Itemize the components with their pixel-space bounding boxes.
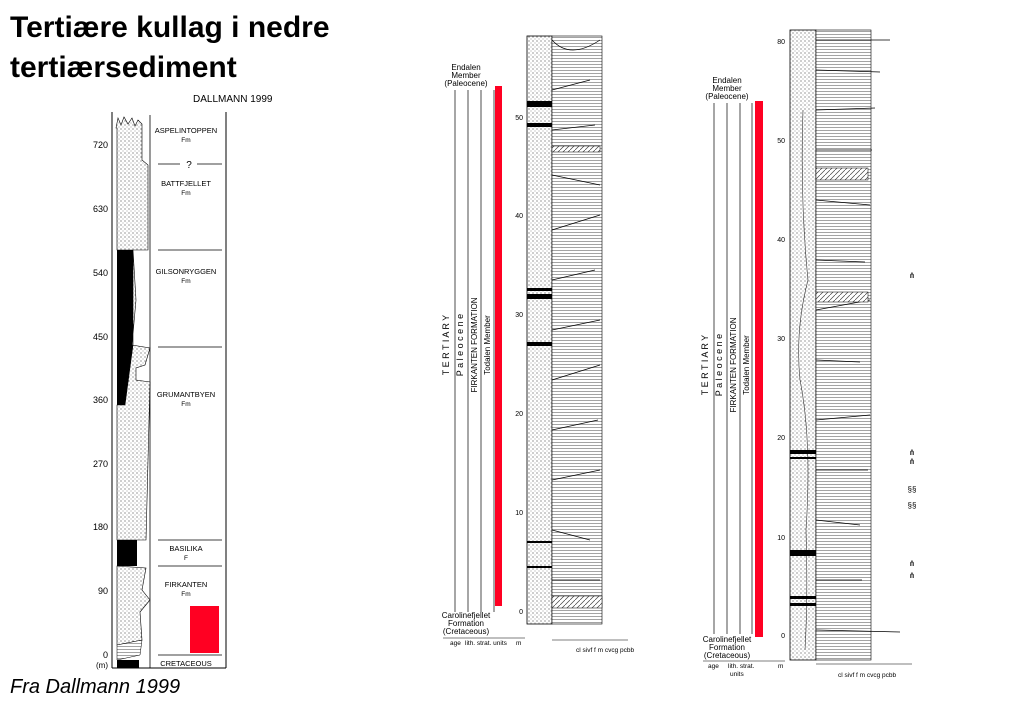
- svg-text:§§: §§: [907, 501, 917, 510]
- svg-text:720: 720: [92, 140, 108, 150]
- log1-highlight-bar: [495, 86, 502, 606]
- svg-text:Fm: Fm: [181, 190, 191, 197]
- svg-text:Endalen: Endalen: [451, 63, 481, 72]
- uncertain-boundary-mark: ?: [186, 160, 192, 171]
- svg-text:(Paleocene): (Paleocene): [705, 92, 749, 101]
- svg-text:Fm: Fm: [181, 401, 191, 408]
- svg-text:50: 50: [777, 138, 785, 145]
- svg-text:cl sivf f m cvcg pcbb: cl sivf f m cvcg pcbb: [576, 647, 635, 654]
- formation-battfjellet: BATTFJELLET: [161, 179, 211, 188]
- svg-text:20: 20: [515, 411, 523, 418]
- svg-text:Todalen Member: Todalen Member: [742, 335, 751, 395]
- dallmann-ticks: [93, 140, 108, 670]
- svg-text:Fm: Fm: [181, 591, 191, 598]
- log1-section: [441, 36, 635, 654]
- dallmann-formation-labels: [155, 126, 217, 668]
- basilika-lithology: [117, 540, 137, 566]
- svg-text:540: 540: [92, 268, 108, 278]
- svg-text:Fm: Fm: [181, 137, 191, 144]
- svg-text:30: 30: [515, 312, 523, 319]
- svg-text:50: 50: [515, 115, 523, 122]
- log2-age-label: T E R T I A R Y: [700, 334, 710, 396]
- svg-text:Todalen Member: Todalen Member: [483, 315, 492, 375]
- svg-text:age: age: [708, 663, 719, 670]
- svg-text:80: 80: [777, 39, 785, 46]
- svg-text:(m): (m): [96, 661, 108, 670]
- log1-ticks: [515, 115, 523, 616]
- svg-text:270: 270: [92, 459, 108, 469]
- svg-text:90: 90: [97, 586, 108, 596]
- svg-text:F: F: [184, 555, 188, 562]
- svg-text:m: m: [516, 640, 522, 647]
- firkanten-lithology: [117, 566, 150, 645]
- log2-highlight-bar: [755, 101, 763, 637]
- formation-grumantbyen: GRUMANTBYEN: [156, 390, 216, 399]
- formation-cretaceous: CRETACEOUS: [160, 659, 212, 668]
- svg-text:Member: Member: [712, 84, 742, 93]
- svg-text:⋔: ⋔: [908, 271, 916, 280]
- formation-basilika: BASILIKA: [169, 544, 203, 553]
- svg-text:§§: §§: [907, 485, 917, 494]
- source-caption: Fra Dallmann 1999: [10, 676, 181, 698]
- svg-text:FIRKANTEN FORMATION: FIRKANTEN FORMATION: [470, 297, 479, 393]
- dallmann-section: [93, 94, 273, 670]
- formation-aspelintoppen: ASPELINTOPPEN: [154, 126, 218, 135]
- svg-text:30: 30: [777, 336, 785, 343]
- svg-text:m: m: [778, 663, 784, 670]
- svg-text:lith. strat. units: lith. strat. units: [465, 640, 507, 647]
- log1-age-label: T E R T I A R Y: [441, 314, 451, 376]
- svg-text:lith. strat.: lith. strat.: [728, 663, 755, 670]
- svg-text:0: 0: [781, 633, 785, 640]
- svg-text:180: 180: [92, 522, 108, 532]
- log2-side-symbols: [908, 271, 917, 580]
- svg-text:40: 40: [777, 237, 785, 244]
- slide-title: Tertiære kullag i nedre tertiærsediment: [10, 11, 330, 84]
- svg-text:units: units: [730, 671, 744, 678]
- svg-text:0: 0: [519, 609, 523, 616]
- formation-firkanten: FIRKANTEN: [164, 580, 208, 589]
- svg-text:⋔: ⋔: [908, 457, 916, 466]
- aspelintoppen-battfjellet-lithology: [116, 117, 148, 250]
- highlight-coal-interval: [190, 606, 219, 653]
- svg-text:360: 360: [92, 395, 108, 405]
- svg-text:450: 450: [92, 332, 108, 342]
- svg-text:⋔: ⋔: [908, 571, 916, 580]
- svg-text:Endalen: Endalen: [712, 76, 742, 85]
- svg-text:P a l e o c e n e: P a l e o c e n e: [455, 313, 465, 377]
- svg-text:FIRKANTEN FORMATION: FIRKANTEN FORMATION: [729, 317, 738, 413]
- svg-text:Carolinefjellet: Carolinefjellet: [702, 635, 752, 644]
- svg-text:20: 20: [777, 435, 785, 442]
- svg-text:(Cretaceous): (Cretaceous): [703, 651, 751, 660]
- svg-text:(Paleocene): (Paleocene): [444, 79, 488, 88]
- log2-section: [700, 30, 916, 679]
- svg-text:40: 40: [515, 213, 523, 220]
- svg-text:cl sivf f m cvcg pcbb: cl sivf f m cvcg pcbb: [838, 672, 897, 679]
- svg-text:Formation: Formation: [708, 643, 746, 652]
- svg-text:P a l e o c e n e: P a l e o c e n e: [714, 333, 724, 397]
- svg-text:10: 10: [515, 510, 523, 517]
- svg-text:⋔: ⋔: [908, 559, 916, 568]
- log2-grain-column: [816, 30, 871, 660]
- dallmann-heading: DALLMANN 1999: [193, 94, 273, 105]
- gilsonryggen-coal-shale: [117, 250, 133, 345]
- svg-text:(Cretaceous): (Cretaceous): [442, 627, 490, 636]
- svg-text:Member: Member: [451, 71, 481, 80]
- svg-text:Fm: Fm: [181, 278, 191, 285]
- svg-text:10: 10: [777, 535, 785, 542]
- formation-gilsonryggen: GILSONRYGGEN: [155, 267, 217, 276]
- svg-text:Carolinefjellet: Carolinefjellet: [441, 611, 491, 620]
- cretaceous-lithology: [117, 660, 139, 668]
- svg-text:age: age: [450, 640, 461, 647]
- svg-text:⋔: ⋔: [908, 448, 916, 457]
- svg-text:0: 0: [102, 650, 108, 660]
- svg-text:630: 630: [92, 204, 108, 214]
- log1-grain-column: [552, 36, 602, 624]
- log2-ticks: [777, 39, 785, 640]
- svg-text:Formation: Formation: [447, 619, 485, 628]
- log2-sand-column: [790, 30, 816, 660]
